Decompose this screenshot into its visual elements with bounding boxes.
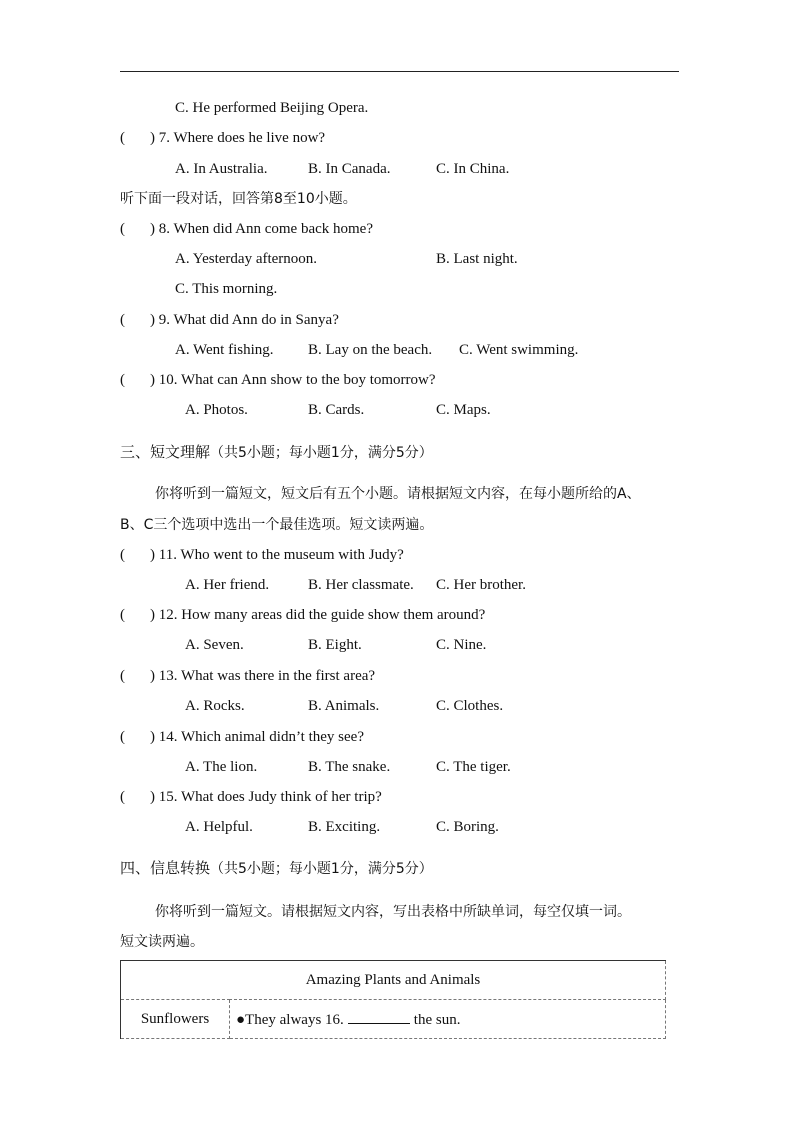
- q12-option-a: A. Seven.: [185, 637, 244, 653]
- info-table: [120, 960, 666, 1039]
- table-row: [121, 1000, 666, 1039]
- table-row-label: Sunflowers: [121, 1000, 230, 1039]
- q9-option-a: A. Went fishing.: [175, 342, 274, 358]
- question-14-text: 14. Which animal didn’t they see?: [158, 729, 364, 745]
- question-15-text: 15. What does Judy think of her trip?: [158, 789, 382, 805]
- question-13-text: 13. What was there in the first area?: [158, 668, 376, 684]
- answer-blank-9[interactable]: (: [120, 312, 125, 328]
- q9-option-c: C. Went swimming.: [459, 342, 579, 358]
- answer-blank-10[interactable]: (: [120, 372, 125, 388]
- question-11: ( ) 11. Who went to the museum with Judy?: [120, 547, 404, 563]
- q14-option-c: C. The tiger.: [436, 759, 511, 775]
- section-4-title: 四、信息转换: [120, 859, 211, 877]
- answer-blank-13[interactable]: (: [120, 668, 125, 684]
- question-12: ( ) 12. How many areas did the guide show them around?: [120, 607, 486, 623]
- table-title: Amazing Plants and Animals: [121, 961, 666, 1000]
- answer-blank-14[interactable]: (: [120, 729, 125, 745]
- q11-option-a: A. Her friend.: [185, 577, 270, 593]
- question-8-text: 8. When did Ann come back home?: [158, 221, 373, 237]
- answer-blank-16[interactable]: [348, 1009, 410, 1024]
- q8-option-a: A. Yesterday afternoon.: [175, 251, 318, 267]
- q7-option-c: C. In China.: [436, 161, 510, 177]
- q12-option-b: B. Eight.: [308, 637, 362, 653]
- q10-option-b: B. Cards.: [308, 402, 365, 418]
- section-3-instruction-2: B、C三个选项中选出一个最佳选项。短文读两遍。: [120, 517, 434, 533]
- answer-blank-15[interactable]: (: [120, 789, 125, 805]
- section-4-heading: [120, 858, 433, 879]
- q14-option-a: A. The lion.: [185, 759, 258, 775]
- question-9-text: 9. What did Ann do in Sanya?: [158, 312, 339, 328]
- answer-blank-8[interactable]: (: [120, 221, 125, 237]
- q8-option-c: C. This morning.: [175, 281, 278, 297]
- q15-option-a: A. Helpful.: [185, 819, 253, 835]
- q10-option-a: A. Photos.: [185, 402, 248, 418]
- header-rule: [120, 71, 679, 72]
- answer-blank-11[interactable]: (: [120, 547, 125, 563]
- question-15: ( ) 15. What does Judy think of her trip?: [120, 789, 382, 805]
- question-9: ( ) 9. What did Ann do in Sanya?: [120, 312, 339, 328]
- q10-option-c: C. Maps.: [436, 402, 491, 418]
- section-3-heading: [120, 442, 433, 463]
- row-prefix: ●They always 16.: [236, 1012, 344, 1028]
- answer-blank-12[interactable]: (: [120, 607, 125, 623]
- q11-option-c: C. Her brother.: [436, 577, 526, 593]
- row-suffix: the sun.: [413, 1012, 461, 1028]
- question-7-text: 7. Where does he live now?: [158, 130, 326, 146]
- q12-option-c: C. Nine.: [436, 637, 487, 653]
- q13-option-a: A. Rocks.: [185, 698, 245, 714]
- section-4-instruction-1: 你将听到一篇短文。请根据短文内容，写出表格中所缺单词，每空仅填一词。: [155, 904, 631, 920]
- q13-option-c: C. Clothes.: [436, 698, 504, 714]
- table-title-row: [121, 961, 666, 1000]
- section-3-note: （共5小题；每小题1分，满分5分）: [210, 445, 433, 461]
- table-row-content: [230, 1000, 666, 1039]
- question-7: ( ) 7. Where does he live now?: [120, 130, 326, 146]
- question-11-text: 11. Who went to the museum with Judy?: [158, 547, 404, 563]
- instruction-8-10: 听下面一段对话，回答第8至10小题。: [120, 191, 357, 207]
- section-3-instruction-1: 你将听到一篇短文，短文后有五个小题。请根据短文内容，在每小题所给的A、: [155, 486, 641, 502]
- section-4-note: （共5小题；每小题1分，满分5分）: [210, 861, 433, 877]
- question-13: ( ) 13. What was there in the first area?: [120, 668, 376, 684]
- q6-option-c: C. He performed Beijing Opera.: [175, 100, 369, 116]
- q13-option-b: B. Animals.: [308, 698, 380, 714]
- q7-option-b: B. In Canada.: [308, 161, 391, 177]
- question-10: ( ) 10. What can Ann show to the boy tomorrow?: [120, 372, 436, 388]
- answer-blank-7[interactable]: (: [120, 130, 125, 146]
- q14-option-b: B. The snake.: [308, 759, 391, 775]
- q11-option-b: B. Her classmate.: [308, 577, 414, 593]
- section-3-title: 三、短文理解: [120, 443, 211, 461]
- q7-option-a: A. In Australia.: [175, 161, 268, 177]
- question-10-text: 10. What can Ann show to the boy tomorrow?: [158, 372, 436, 388]
- question-14: ( ) 14. Which animal didn’t they see?: [120, 729, 364, 745]
- q15-option-b: B. Exciting.: [308, 819, 381, 835]
- question-8: ( ) 8. When did Ann come back home?: [120, 221, 373, 237]
- question-12-text: 12. How many areas did the guide show them around?: [158, 607, 486, 623]
- section-4-instruction-2: 短文读两遍。: [120, 934, 204, 950]
- q8-option-b: B. Last night.: [436, 251, 518, 267]
- q9-option-b: B. Lay on the beach.: [308, 342, 433, 358]
- q15-option-c: C. Boring.: [436, 819, 499, 835]
